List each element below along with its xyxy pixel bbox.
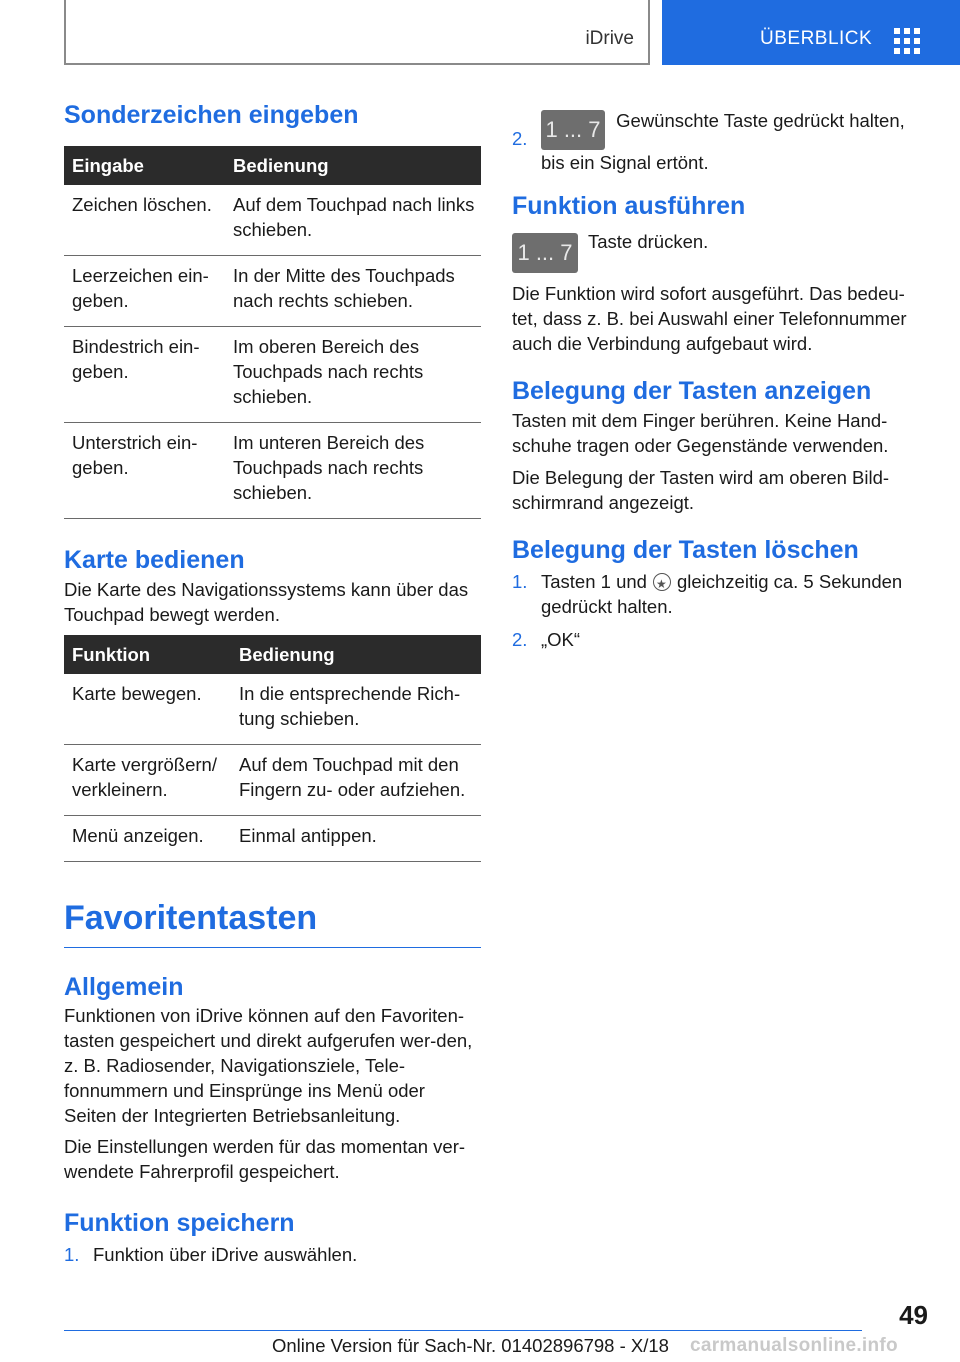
steps-list	[512, 569, 930, 652]
left-column	[64, 100, 481, 1267]
table-row	[64, 816, 481, 862]
footer-divider	[64, 1330, 862, 1331]
step-text: Gewünschte Taste gedrückt halten, bis ein Signal ertönt.	[541, 110, 905, 173]
paragraph: Die Karte des Navigationssystems kann über das Touchpad bewegt werden.	[64, 579, 469, 625]
table-cell: Auf dem Touchpad nach links schieben.	[225, 185, 481, 256]
step-text: gleichzeitig ca. 5 Sekunden gedrückt halten.	[541, 571, 903, 617]
page-number: 49	[899, 1300, 928, 1330]
grid-icon[interactable]	[894, 28, 920, 54]
chapter-divider	[64, 947, 481, 948]
list-item	[512, 569, 930, 619]
special-chars-table	[64, 146, 481, 519]
favorite-star-icon	[653, 573, 671, 591]
table-header: Bedienung	[225, 146, 481, 185]
favorite-key-button: 1 ... 7	[541, 110, 605, 150]
overview-tab-label: ÜBERBLICK	[760, 28, 873, 49]
key-caption: Taste drücken.	[588, 231, 709, 252]
section-title-speichern: Funktion speichern	[64, 1208, 295, 1237]
section-title-ausfuehren: Funktion ausführen	[512, 192, 746, 220]
watermark: carmanualsonline.info	[690, 1335, 898, 1356]
steps-list	[64, 1242, 481, 1267]
list-item	[512, 627, 930, 652]
paragraph: Tasten mit dem Finger berühren. Keine Hand-schuhe tragen oder Gegenstände verwenden.	[512, 410, 889, 456]
step-number: 1.	[512, 571, 528, 592]
step-text: Funktion über iDrive auswählen.	[93, 1243, 358, 1265]
table-cell: Im oberen Bereich des Touchpads nach rechts schieben.	[225, 327, 481, 423]
paragraph: Die Funktion wird sofort ausgeführt. Das bedeu-tet, dass z. B. bei Auswahl einer Telefonnummer auch die Verbindung aufgebaut wird.	[512, 283, 907, 354]
table-row	[64, 185, 481, 256]
table-cell: Karte bewegen.	[64, 674, 231, 745]
footer-text: Online Version für Sach-Nr. 01402896798 - X/18	[272, 1335, 669, 1356]
section-title-allgemein: Allgemein	[64, 972, 184, 1001]
paragraph: Funktionen von iDrive können auf den Favoriten-tasten gespeichert und direkt aufgerufen wer-den, z. B. Radiosender, Navigationsziele, Tele-fonnummern und Einsprünge ins Menü oder Seiten der Integrierten Betriebsanleitung.	[64, 1004, 473, 1126]
table-row	[64, 745, 481, 816]
step-text: „OK“	[541, 629, 581, 650]
table-cell: Menü anzeigen.	[64, 816, 231, 862]
list-item	[64, 1242, 481, 1267]
table-cell: Zeichen löschen.	[64, 185, 225, 256]
header-section-title: iDrive	[585, 28, 634, 49]
step-number: 2.	[512, 629, 528, 650]
table-row	[64, 327, 481, 423]
step-number: 2.	[512, 128, 528, 149]
list-item	[512, 108, 930, 175]
section-title-karte: Karte bedienen	[64, 546, 245, 574]
table-cell: In der Mitte des Touchpads nach rechts schieben.	[225, 256, 481, 327]
steps-list	[512, 108, 930, 175]
section-title-loeschen: Belegung der Tasten löschen	[512, 536, 859, 564]
right-column	[512, 100, 930, 652]
table-cell: Einmal antippen.	[231, 816, 481, 862]
overview-tab[interactable]	[662, 0, 960, 65]
chapter-title: Favoritentasten	[64, 899, 318, 937]
table-header: Funktion	[64, 635, 231, 674]
table-cell: Bindestrich ein-geben.	[64, 327, 225, 423]
section-title-anzeigen: Belegung der Tasten anzeigen	[512, 377, 872, 405]
table-header: Eingabe	[64, 146, 225, 185]
favorite-key-button: 1 ... 7	[512, 233, 578, 273]
key-row	[512, 229, 930, 273]
table-cell: Leerzeichen ein-geben.	[64, 256, 225, 327]
step-number: 1.	[64, 1243, 80, 1265]
table-cell: Unterstrich ein-geben.	[64, 423, 225, 519]
table-cell: Karte vergrößern/ verkleinern.	[64, 745, 231, 816]
step-text: Tasten 1 und	[541, 571, 647, 592]
paragraph: Die Belegung der Tasten wird am oberen Bild-schirmrand angezeigt.	[512, 467, 890, 513]
table-cell: In die entsprechende Rich-tung schieben.	[231, 674, 481, 745]
table-row	[64, 256, 481, 327]
paragraph: Die Einstellungen werden für das momentan ver-wendete Fahrerprofil gespeichert.	[64, 1135, 466, 1182]
table-row	[64, 674, 481, 745]
section-title-sonderzeichen: Sonderzeichen eingeben	[64, 101, 359, 129]
table-row	[64, 423, 481, 519]
table-header: Bedienung	[231, 635, 481, 674]
header-bar	[64, 0, 650, 65]
table-cell: Im unteren Bereich des Touchpads nach rechts schieben.	[225, 423, 481, 519]
table-cell: Auf dem Touchpad mit den Fingern zu- oder aufziehen.	[231, 745, 481, 816]
map-table	[64, 635, 481, 862]
